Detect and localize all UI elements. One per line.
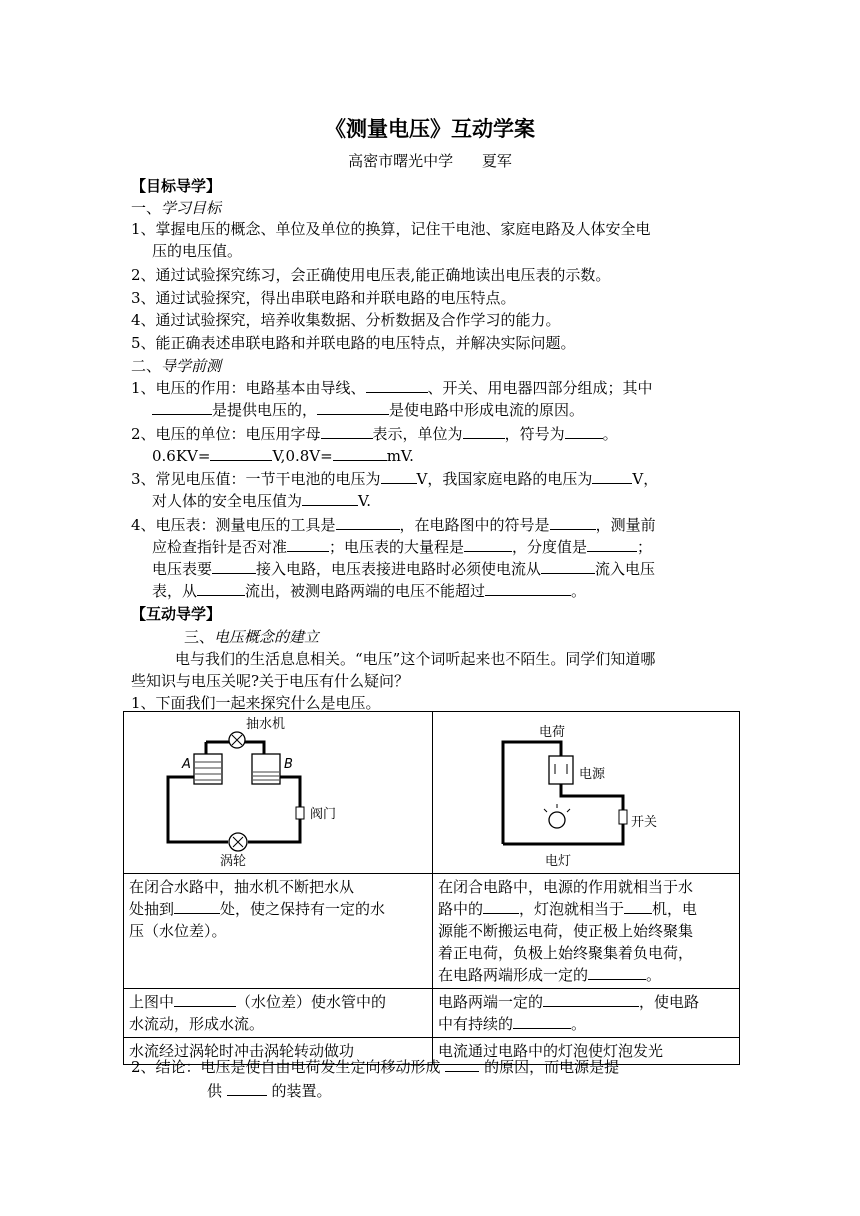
label-switch: 开关 [631, 815, 658, 830]
text: 供 [207, 1082, 227, 1100]
question-4-line-1 [131, 514, 656, 536]
subsection-number: 三、 [184, 628, 215, 646]
question-4-line-4 [152, 580, 586, 602]
question-1-line-1 [131, 377, 653, 399]
goal-item-2: 2、通过试验探究练习，会正确使用电压表,能正确地读出电压表的示数。 [131, 266, 611, 284]
tank-b-water [253, 772, 279, 780]
question-2-line-2 [152, 445, 414, 467]
fill-blank[interactable] [485, 580, 571, 596]
text: 接入电路，电压表接进电路时必须使电流从 [256, 560, 542, 578]
bottom-wire [503, 824, 623, 844]
text: 的原因，而电源是提 [479, 1058, 620, 1076]
fill-blank[interactable] [227, 1080, 267, 1096]
text: 在闭合电路中，电源的作用就相当于水 [438, 878, 694, 896]
section-header-goals: 【目标导学】 [131, 177, 222, 195]
water-circuit-figure [124, 712, 433, 874]
text: V，我国家庭电路的电压为 [416, 470, 593, 488]
fill-blank[interactable] [212, 558, 256, 574]
electric-cell-work: 电流通过电路中的灯泡使灯泡发光 [433, 1038, 740, 1065]
lamp-icon [549, 812, 565, 828]
label-b: B [284, 757, 293, 772]
text: 对人体的安全电压值为 [152, 492, 303, 510]
intro-paragraph-line-1: 电与我们的生活息息相关。“电压”这个词听起来也不陌生。同学们知道哪 [175, 650, 656, 668]
author-name: 夏军 [481, 152, 512, 170]
goal-item-4: 4、通过试验探究，培养收集数据、分析数据及合作学习的能力。 [131, 311, 561, 329]
conclusion-line-1 [131, 1056, 619, 1078]
text: 。 [602, 425, 618, 443]
text: ，使电路 [639, 993, 700, 1011]
table-row-figures [124, 712, 740, 874]
goal-item-1-cont: 压的电压值。 [152, 242, 243, 260]
text: 压（水位差）。 [129, 922, 227, 940]
text: 水流动，形成水流。 [129, 1015, 265, 1033]
conclusion-line-2 [207, 1080, 332, 1102]
label-lamp: 电灯 [545, 854, 572, 867]
fill-blank[interactable] [565, 423, 603, 439]
text: 在电路两端形成一定的 [438, 966, 589, 984]
text: 机，电 [652, 900, 698, 918]
water-cell-work: 水流经过涡轮时冲击涡轮转动做功 [124, 1038, 433, 1065]
tank-a [194, 754, 222, 784]
goal-item-3: 3、通过试验探究，得出串联电路和并联电路的电压特点。 [131, 289, 516, 307]
fill-blank[interactable] [321, 423, 373, 439]
text: V， [632, 470, 659, 488]
text: 电路两端一定的 [438, 993, 544, 1011]
text: 处，使之保持有一定的水 [220, 900, 386, 918]
fill-blank[interactable] [287, 536, 329, 552]
section-header-interactive: 【互动导学】 [131, 605, 222, 623]
lamp-rays [544, 804, 570, 812]
water-cell-pressure [124, 989, 433, 1038]
turbine-blades [233, 837, 243, 847]
text: 1、电压的作用：电路基本由导线、 [131, 379, 366, 397]
question-4-line-3 [152, 558, 655, 580]
electric-cell-source [433, 874, 740, 989]
label-valve: 阀门 [310, 807, 337, 822]
text: 着正电荷，负极上始终聚集着负电荷， [438, 944, 694, 962]
text: ； [637, 538, 653, 556]
text: 是使电路中形成电流的原因。 [389, 401, 585, 419]
text: V,0.8V= [272, 447, 333, 465]
text: 2、电压的单位：电压用字母 [131, 425, 321, 443]
text: 应检查指针是否对准 [152, 538, 288, 556]
text: 路中的 [438, 900, 484, 918]
label-pump: 抽水机 [246, 717, 286, 732]
fill-blank[interactable] [624, 898, 652, 914]
document-title: 《测量电压》互动学案 [325, 117, 535, 141]
goal-item-1: 1、掌握电压的概念、单位及单位的换算，记住干电池、家庭电路及人体安全电 [131, 220, 651, 238]
valve-icon [296, 807, 304, 819]
explore-prompt: 1、下面我们一起来探究什么是电压。 [131, 694, 381, 712]
text: 。 [646, 966, 662, 984]
fill-blank[interactable] [592, 468, 632, 484]
fill-blank[interactable] [541, 558, 595, 574]
text: 表，从 [152, 582, 198, 600]
question-3-line-2 [152, 490, 371, 512]
tank-a-water [195, 762, 221, 780]
water-cell-pump [124, 874, 433, 989]
label-charge: 电荷 [539, 725, 566, 740]
tank-b [252, 754, 280, 784]
text: 中有持续的 [438, 1015, 514, 1033]
text: 上图中 [129, 993, 175, 1011]
label-turbine: 涡轮 [220, 854, 247, 867]
fill-blank[interactable] [543, 991, 639, 1007]
subsection-title: 导学前测 [161, 357, 222, 375]
fill-blank[interactable] [174, 991, 236, 1007]
text: 流出，被测电路两端的电压不能超过 [245, 582, 486, 600]
intro-paragraph-line-2: 些知识与电压关呢?关于电压有什么疑问？ [131, 672, 410, 690]
question-1-line-2 [152, 399, 584, 421]
text: 。 [571, 582, 587, 600]
subsection-title: 电压概念的建立 [214, 628, 320, 646]
text: ，在电路图中的符号是 [399, 516, 550, 534]
question-2-line-1 [131, 423, 618, 445]
fill-blank[interactable] [445, 1056, 479, 1072]
text: （水位差）使水管中的 [236, 993, 387, 1011]
text: 4、电压表：测量电压的工具是 [131, 516, 336, 534]
electric-cell-voltage [433, 989, 740, 1038]
label-a: A [182, 757, 191, 772]
text: 处抽到 [129, 900, 175, 918]
right-wire [561, 784, 623, 810]
table-row [124, 874, 740, 989]
text: 0.6KV= [152, 447, 211, 465]
label-source: 电源 [579, 767, 606, 782]
text: 在闭合水路中，抽水机不断把水从 [129, 878, 355, 896]
text: 表示，单位为 [372, 425, 463, 443]
fill-blank[interactable] [588, 964, 646, 980]
water-circuit-diagram [124, 712, 428, 867]
text: 是提供电压的， [212, 401, 318, 419]
subsection-voltage-concept [184, 626, 319, 647]
text: 。 [571, 1015, 587, 1033]
fill-blank[interactable] [587, 536, 637, 552]
goal-item-5: 5、能正确表述串联电路和并联电路的电压特点，并解决实际问题。 [131, 334, 576, 352]
lower-pipe [168, 777, 300, 842]
fill-blank[interactable] [152, 399, 212, 415]
text: 2、结论：电压是使自由电荷发生定向移动形成 [131, 1058, 446, 1076]
author-line [0, 150, 860, 171]
switch-icon [619, 810, 627, 824]
fill-blank[interactable] [302, 490, 358, 506]
text: ，符号为 [504, 425, 565, 443]
fill-blank[interactable] [550, 514, 596, 530]
text: 、开关、用电器四部分组成；其中 [427, 379, 653, 397]
table-row [124, 989, 740, 1038]
text: 源能不断搬运电荷，使正极上始终聚集 [438, 922, 694, 940]
subsection-number: 二、 [131, 357, 162, 375]
fill-blank[interactable] [513, 1013, 571, 1029]
text: 的装置。 [266, 1082, 332, 1100]
question-3-line-1 [131, 468, 658, 490]
text: mV. [386, 447, 414, 465]
fill-blank[interactable] [483, 898, 519, 914]
text: 电压表要 [152, 560, 213, 578]
question-4-line-2 [152, 536, 652, 558]
fill-blank[interactable] [381, 468, 417, 484]
text: ，灯泡就相当于 [519, 900, 625, 918]
fill-blank[interactable] [174, 898, 220, 914]
subsection-learning-goals [131, 197, 221, 218]
subsection-number: 一、 [131, 199, 162, 217]
text: V. [358, 492, 371, 510]
author-school: 高密市曙光中学 [348, 152, 454, 170]
fill-blank[interactable] [336, 514, 400, 530]
text: ，分度值是 [512, 538, 588, 556]
text: 流入电压 [595, 560, 656, 578]
fill-blank[interactable] [210, 445, 272, 461]
fill-blank[interactable] [464, 536, 512, 552]
pump-blades [232, 735, 242, 745]
subsection-title: 学习目标 [161, 199, 222, 217]
text: ；电压表的大量程是 [329, 538, 465, 556]
fill-blank[interactable] [333, 445, 387, 461]
fill-blank[interactable] [197, 580, 245, 596]
text: ，测量前 [595, 516, 656, 534]
electric-circuit-figure [433, 712, 740, 874]
fill-blank[interactable] [366, 377, 428, 393]
power-source-icon [549, 756, 573, 784]
fill-blank[interactable] [463, 423, 505, 439]
electric-circuit-diagram [433, 712, 735, 867]
fill-blank[interactable] [317, 399, 389, 415]
subsection-pretest [131, 355, 221, 376]
comparison-table [123, 711, 740, 1065]
text: 3、常见电压值：一节干电池的电压为 [131, 470, 381, 488]
